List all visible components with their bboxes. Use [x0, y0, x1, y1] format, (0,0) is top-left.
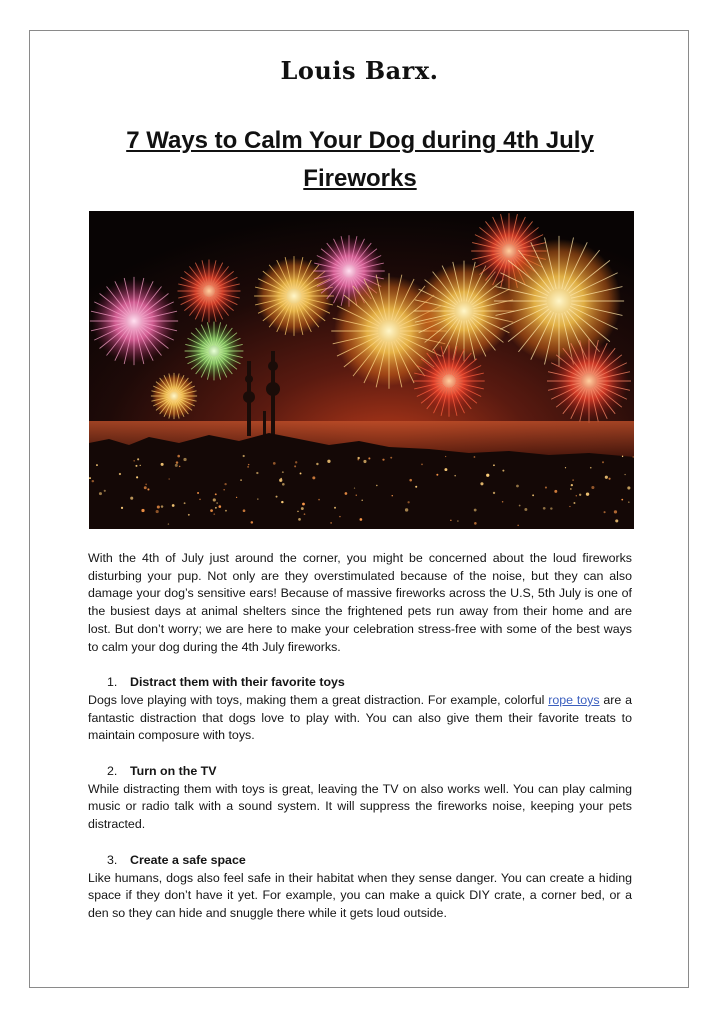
section-paragraph-toys [88, 692, 632, 745]
list-number: 1. [107, 675, 118, 690]
heading-text: Create a safe space [130, 852, 246, 867]
section-paragraph-safe-space: Like humans, dogs also feel safe in their habitat when they sense danger. You can create a hiding space if they don’t have it yet. For example, you can make a quick DIY crate, a corner bed, or a den so they can hide and snuggle there while it gets loud outside. [88, 870, 632, 920]
article-title: 7 Ways to Calm Your Dog during 4th July Fireworks [126, 127, 594, 192]
section-heading-safe-space [88, 852, 632, 870]
section-paragraph-tv: While distracting them with toys is great, leaving the TV on also works well. You can play calming music or radio talk with a sound system. It will suppress the fireworks noise, keeping your pets distracted. [88, 781, 632, 832]
list-number: 2. [107, 764, 118, 779]
intro-paragraph: With the 4th of July just around the corner, you might be concerned about the loud fireworks disturbing your pup. Not only are they overstimulated because of the noise, but they can also damage your dog’s sensitive ears! Because of massive fireworks across the U.S, 5th July is one of the busiest days at animal shelters since the frightened pets run away from their home and are lost. But don’t worry; we are here to make your celebration stress-free with some of the best ways to calm your dog during the 4th July fireworks. [88, 551, 632, 654]
brand-logo: Louis Barx. [280, 56, 439, 85]
fireworks-illustration [89, 211, 634, 529]
section-heading-toys [88, 674, 632, 692]
paragraph-text: Dogs love playing with toys, making them a great distraction. For example, colorful [88, 692, 549, 707]
paragraph-text: are a fantastic distraction that dogs love to play with. You can also give them their favorite treats to maintain composure with toys. [88, 692, 633, 743]
article-body [88, 550, 632, 923]
rope-toys-link[interactable]: rope toys [548, 692, 600, 707]
section-heading-tv [88, 763, 632, 781]
list-number: 3. [107, 852, 118, 867]
fireworks-hero-image [89, 211, 634, 529]
heading-text: Distract them with their favorite toys [130, 675, 345, 690]
heading-text: Turn on the TV [130, 764, 217, 779]
